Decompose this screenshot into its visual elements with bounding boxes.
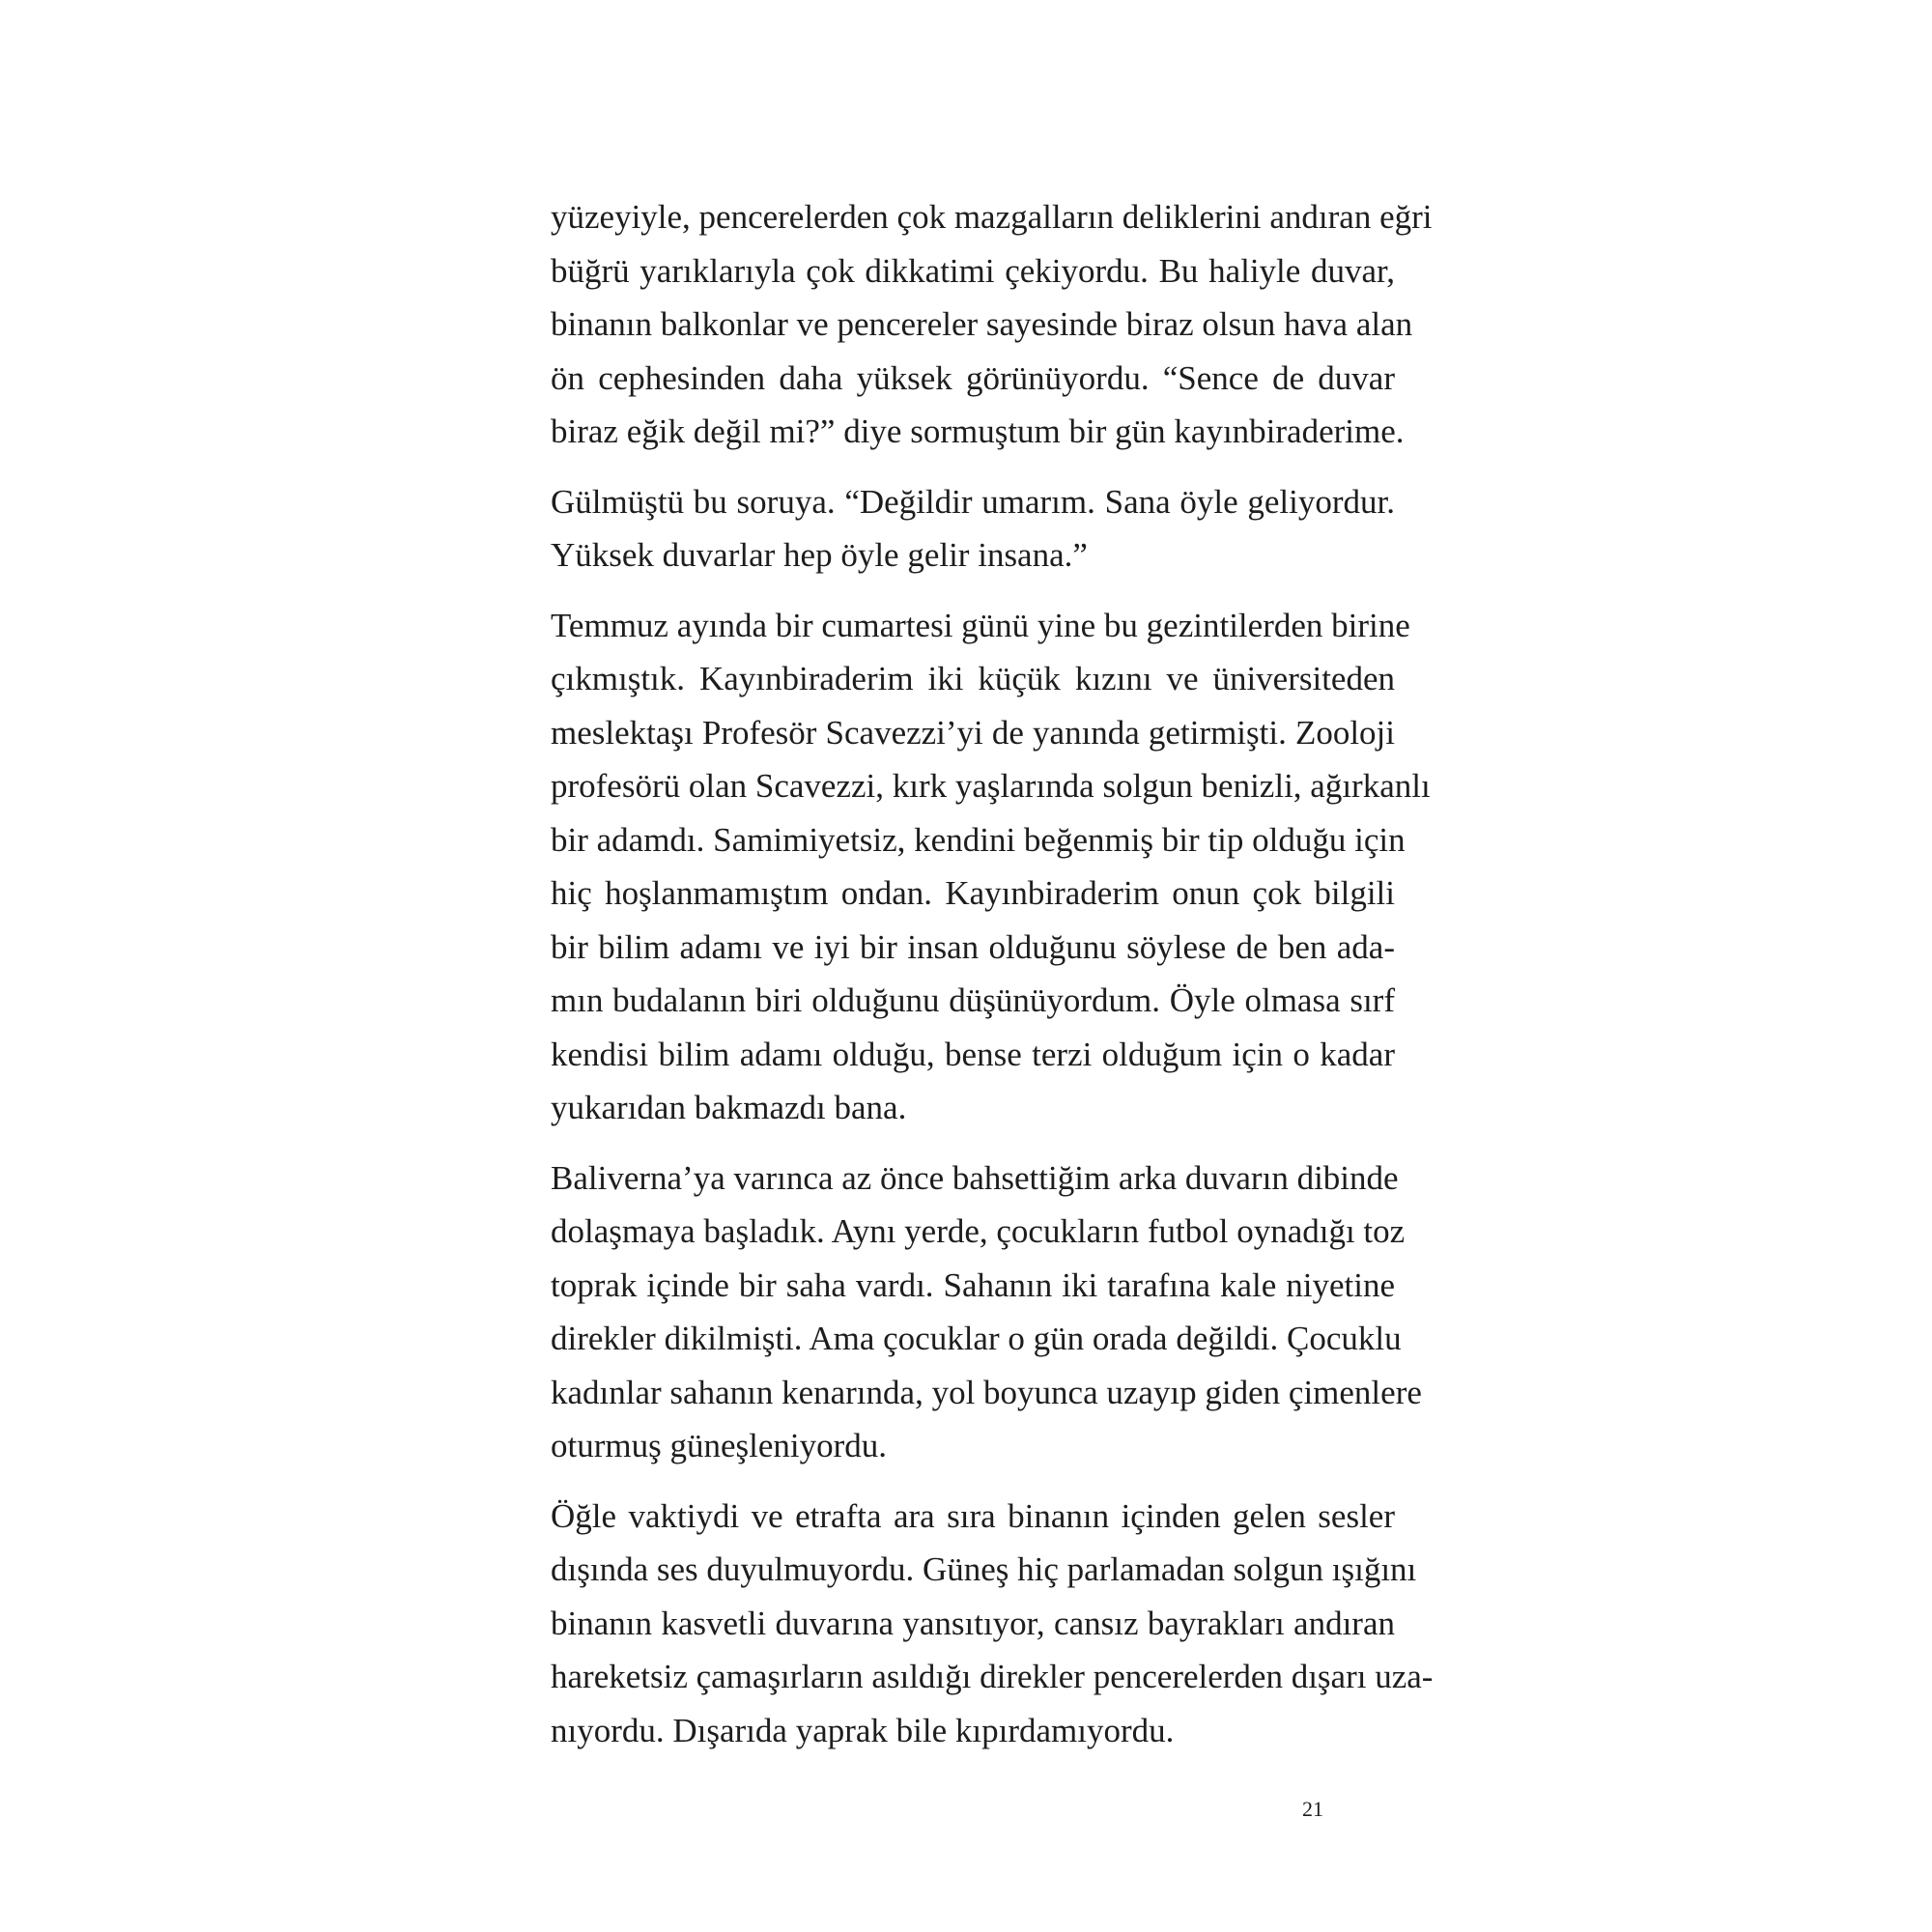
text-line: binanın kasvetli duvarına yansıtıyor, cansız bayrakları andıran <box>551 1604 1395 1642</box>
text-line: Temmuz ayında bir cumartesi günü yine bu gezintilerden birine <box>551 606 1410 644</box>
text-line: binanın balkonlar ve pencereler sayesinde biraz olsun hava alan <box>551 305 1413 343</box>
text-line: Yüksek duvarlar hep öyle gelir insana.” <box>551 536 1088 574</box>
text-line: direkler dikilmişti. Ama çocuklar o gün orada değildi. Çocuklu <box>551 1320 1402 1357</box>
text-line: bir adamdı. Samimiyetsiz, kendini beğenmiş bir tip olduğu için <box>551 820 1406 859</box>
page-number: 21 <box>1302 1797 1323 1821</box>
text-line: profesörü olan Scavezzi, kırk yaşlarında solgun benizli, ağırkanlı <box>551 767 1431 805</box>
text-line: büğrü yarıklarıyla çok dikkatimi çekiyordu. Bu haliyle duvar, <box>551 251 1395 290</box>
text-line: yüzeyiyle, pencerelerden çok mazgalların deliklerini andıran eğri <box>551 198 1433 236</box>
paragraph <box>551 190 1433 459</box>
text-line: hareketsiz çamaşırların asıldığı direkler pencerelerden dışarı uza- <box>551 1658 1434 1695</box>
text-line: ön cephesinden daha yüksek görünüyordu. “Sence de duvar <box>551 358 1395 397</box>
text-line: Öğle vaktiydi ve etrafta ara sıra binanın içinden gelen sesler <box>551 1496 1395 1535</box>
text-line: Baliverna’ya varınca az önce bahsettiğim arka duvarın dibinde <box>551 1158 1399 1197</box>
text-line: bir bilim adamı ve iyi bir insan olduğunu söylese de ben ada- <box>551 927 1395 966</box>
text-line: çıkmıştık. Kayınbiraderim iki küçük kızını ve üniversiteden <box>551 660 1395 697</box>
text-line: toprak içinde bir saha vardı. Sahanın iki tarafına kale niyetine <box>551 1265 1395 1304</box>
text-line: dolaşmaya başladık. Aynı yerde, çocukların futbol oynadığı toz <box>551 1212 1406 1250</box>
text-line: hiç hoşlanmamıştım ondan. Kayınbiraderim onun çok bilgili <box>551 874 1395 912</box>
text-line: Gülmüştü bu soruya. “Değildir umarım. Sana öyle geliyordur. <box>551 482 1395 521</box>
text-line: kadınlar sahanın kenarında, yol boyunca uzayıp giden çimenlere <box>551 1373 1422 1411</box>
text-line: dışında ses duyulmuyordu. Güneş hiç parlamadan solgun ışığını <box>551 1550 1417 1588</box>
text-line: nıyordu. Dışarıda yaprak bile kıpırdamıyordu. <box>551 1711 1175 1749</box>
text-line: oturmuş güneşleniyordu. <box>551 1427 888 1464</box>
paragraph <box>551 475 1395 582</box>
text-line: kendisi bilim adamı olduğu, bense terzi olduğum için o kadar <box>551 1035 1395 1073</box>
text-line: yukarıdan bakmazdı bana. <box>551 1089 907 1126</box>
body-text <box>551 190 1434 1774</box>
paragraph <box>551 1490 1434 1758</box>
paragraph <box>551 599 1431 1135</box>
text-line: meslektaşı Profesör Scavezzi’yi de yanında getirmişti. Zooloji <box>551 713 1395 752</box>
paragraph <box>551 1151 1422 1473</box>
text-line: biraz eğik değil mi?” diye sormuştum bir gün kayınbiraderime. <box>551 412 1405 450</box>
text-line: mın budalanın biri olduğunu düşünüyordum. Öyle olmasa sırf <box>551 981 1395 1019</box>
